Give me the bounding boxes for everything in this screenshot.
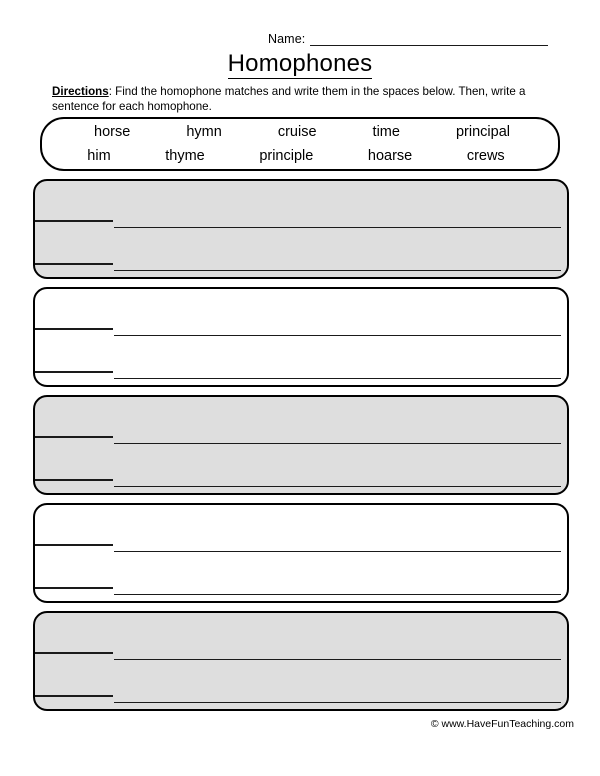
answer-box (33, 287, 569, 387)
answer-box (33, 611, 569, 711)
sentence-write-line[interactable] (114, 378, 561, 379)
sentence-write-line[interactable] (114, 486, 561, 487)
answer-box (33, 503, 569, 603)
word-bank-row-2 (56, 144, 544, 168)
word-bank-word: thyme (165, 148, 205, 164)
homophone-word-line[interactable] (35, 587, 113, 589)
word-bank-word: crews (466, 148, 505, 164)
homophone-word-line[interactable] (35, 371, 113, 373)
sentence-write-line[interactable] (114, 551, 561, 552)
answer-box (33, 179, 569, 279)
word-bank-word: hymn (186, 124, 222, 140)
sentence-write-line[interactable] (114, 594, 561, 595)
answer-box-inner (35, 181, 567, 277)
homophone-word-line[interactable] (35, 695, 113, 697)
homophone-word-line[interactable] (35, 652, 113, 654)
homophone-word-line[interactable] (35, 479, 113, 481)
answer-box-inner (35, 505, 567, 601)
sentence-write-line[interactable] (114, 443, 561, 444)
answer-box (33, 395, 569, 495)
word-bank (40, 117, 560, 171)
word-bank-word: principal (455, 124, 510, 140)
word-bank-word: hoarse (367, 148, 413, 164)
directions-paragraph (52, 84, 548, 114)
word-bank-row-1 (56, 120, 544, 144)
answer-box-inner (35, 613, 567, 709)
word-bank-word: cruise (277, 124, 317, 140)
sentence-write-line[interactable] (114, 335, 561, 336)
homophone-word-line[interactable] (35, 544, 113, 546)
directions-label: Directions (52, 85, 109, 98)
word-bank-word: principle (259, 148, 314, 164)
name-label: Name: (268, 32, 306, 46)
page-title-text: Homophones (227, 50, 373, 77)
footer-copyright: © www.HaveFunTeaching.com (430, 718, 574, 730)
name-field-row (268, 32, 548, 46)
sentence-write-line[interactable] (114, 227, 561, 228)
homophone-word-line[interactable] (35, 263, 113, 265)
word-bank-word: time (372, 124, 400, 140)
sentence-write-line[interactable] (114, 659, 561, 660)
sentence-write-line[interactable] (114, 702, 561, 703)
answer-box-inner (35, 397, 567, 493)
answer-box-inner (35, 289, 567, 385)
sentence-write-line[interactable] (114, 270, 561, 271)
homophone-word-line[interactable] (35, 328, 113, 330)
page-title (0, 50, 600, 78)
homophone-word-line[interactable] (35, 436, 113, 438)
homophone-word-line[interactable] (35, 220, 113, 222)
name-write-line[interactable] (310, 33, 548, 46)
word-bank-word: horse (94, 124, 131, 140)
word-bank-word: him (87, 148, 111, 164)
directions-text: : Find the homophone matches and write them in the spaces below. Then, write a sentence for each homophone. (52, 85, 526, 114)
